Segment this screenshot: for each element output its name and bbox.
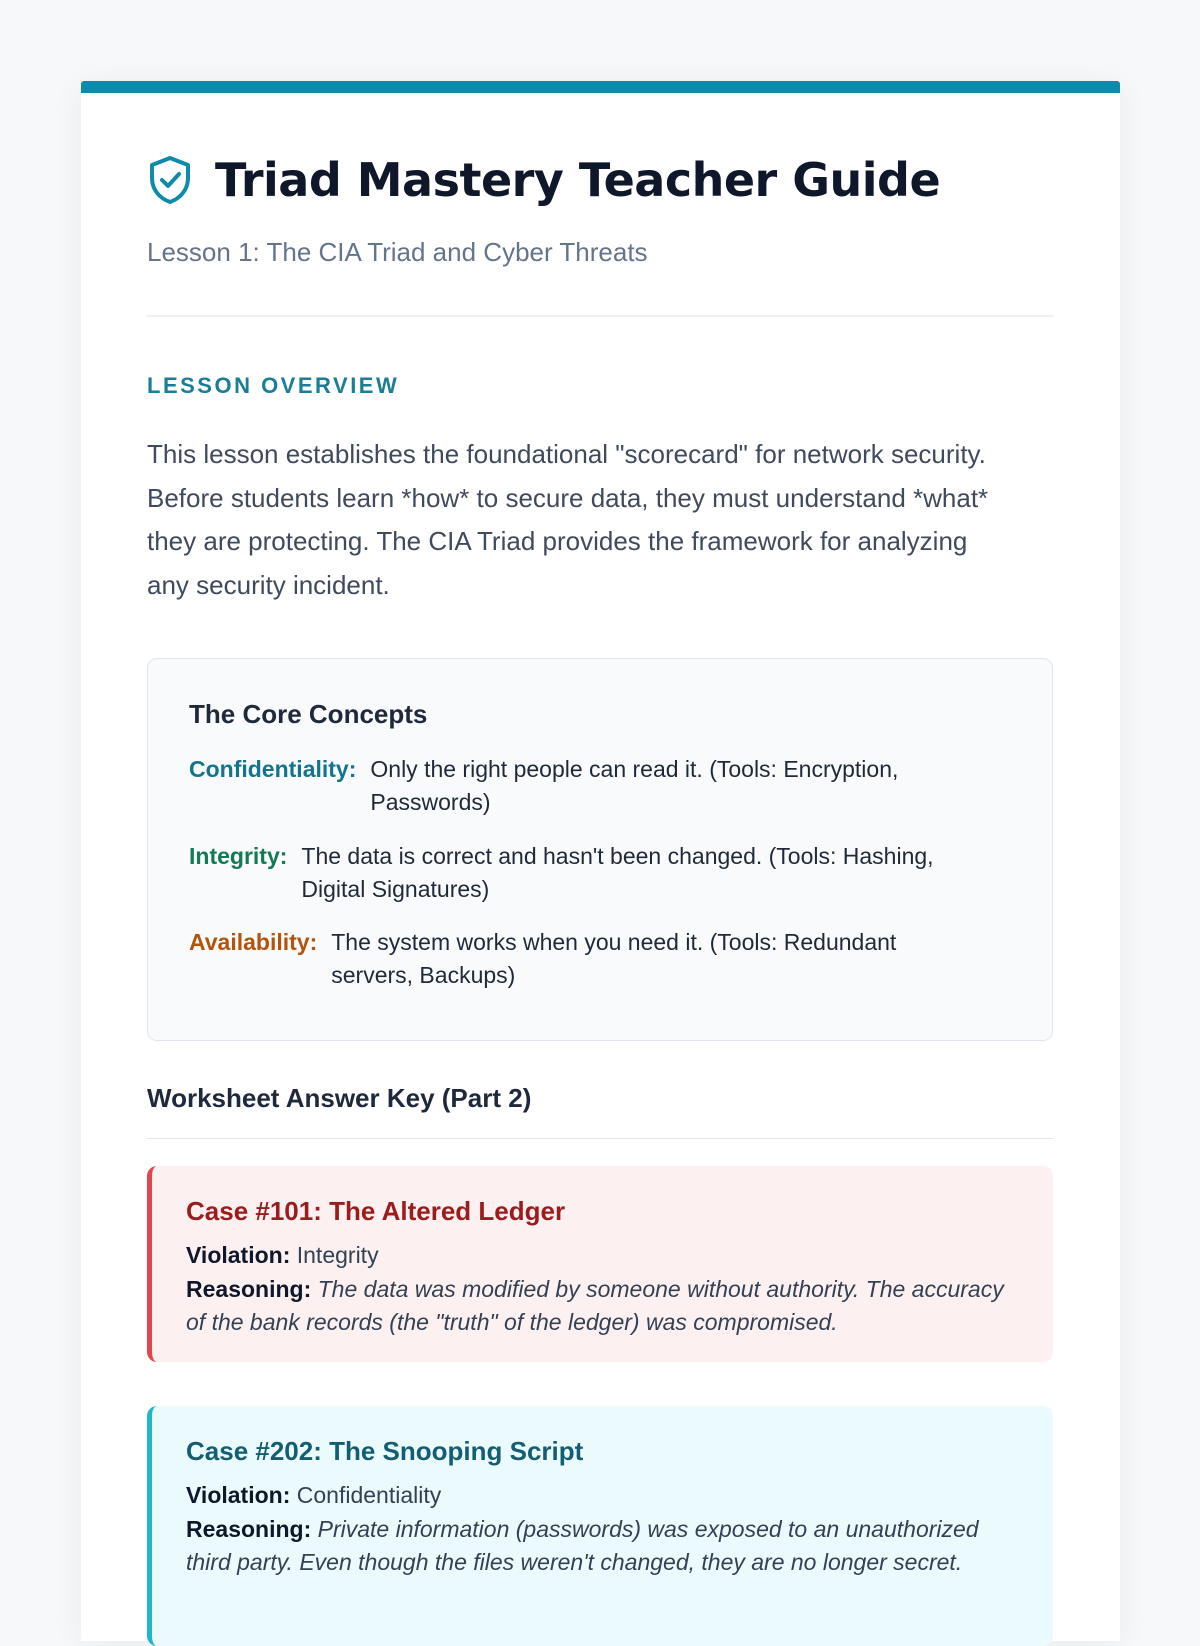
concept-description: The system works when you need it. (Tools: Redundant servers, Backups) — [331, 929, 897, 988]
violation-value: Confidentiality — [296, 1482, 442, 1508]
header — [147, 153, 940, 207]
case-reasoning — [186, 1513, 1023, 1580]
concept-term: Availability: — [189, 929, 318, 955]
reasoning-label: Reasoning: — [186, 1275, 312, 1302]
concept-term: Integrity: — [189, 843, 288, 869]
answer-key-heading: Worksheet Answer Key (Part 2) — [147, 1083, 532, 1113]
case-card-202 — [147, 1406, 1053, 1646]
violation-value: Integrity — [296, 1242, 379, 1268]
divider — [147, 315, 1053, 317]
concept-term: Confidentiality: — [189, 756, 357, 782]
case-title: Case #101: The Altered Ledger — [186, 1196, 566, 1226]
shield-check-icon — [147, 155, 193, 205]
concept-description: The data is correct and hasn't been changed. (Tools: Hashing, Digital Signatures) — [301, 843, 934, 902]
divider — [147, 1138, 1053, 1139]
core-concepts-title: The Core Concepts — [189, 699, 428, 729]
reasoning-text: Private information (passwords) was exposed to an unauthorized third party. Even though the files weren't changed, they are no longer secret. — [186, 1515, 979, 1575]
concept-availability — [189, 926, 971, 992]
case-violation — [186, 1239, 1023, 1273]
overview-heading: LESSON OVERVIEW — [147, 373, 400, 398]
lesson-subtitle: Lesson 1: The CIA Triad and Cyber Threats — [147, 237, 648, 267]
reasoning-label: Reasoning: — [186, 1515, 312, 1542]
teacher-guide-card — [81, 81, 1120, 1641]
core-concepts-box — [147, 658, 1053, 1041]
case-card-101 — [147, 1166, 1053, 1362]
reasoning-text: The data was modified by someone without authority. The accuracy of the bank records (the "truth" of the ledger) was compromised. — [186, 1275, 1004, 1335]
overview-text: This lesson establishes the foundational "scorecard" for network security. Before students learn *how* to secure data, they must understand *what* they are protecting. The CIA Triad provides the framework for analyzing any security incident. — [147, 439, 989, 600]
case-title: Case #202: The Snooping Script — [186, 1436, 584, 1466]
page-title: Triad Mastery Teacher Guide — [215, 153, 941, 207]
case-reasoning — [186, 1273, 1023, 1340]
accent-top-bar — [81, 81, 1120, 93]
violation-label: Violation: — [186, 1482, 291, 1508]
concept-integrity — [189, 840, 991, 906]
concept-description: Only the right people can read it. (Tools: Encryption, Passwords) — [370, 756, 899, 815]
concept-confidentiality — [189, 753, 970, 819]
case-violation — [186, 1479, 1023, 1513]
violation-label: Violation: — [186, 1242, 291, 1268]
